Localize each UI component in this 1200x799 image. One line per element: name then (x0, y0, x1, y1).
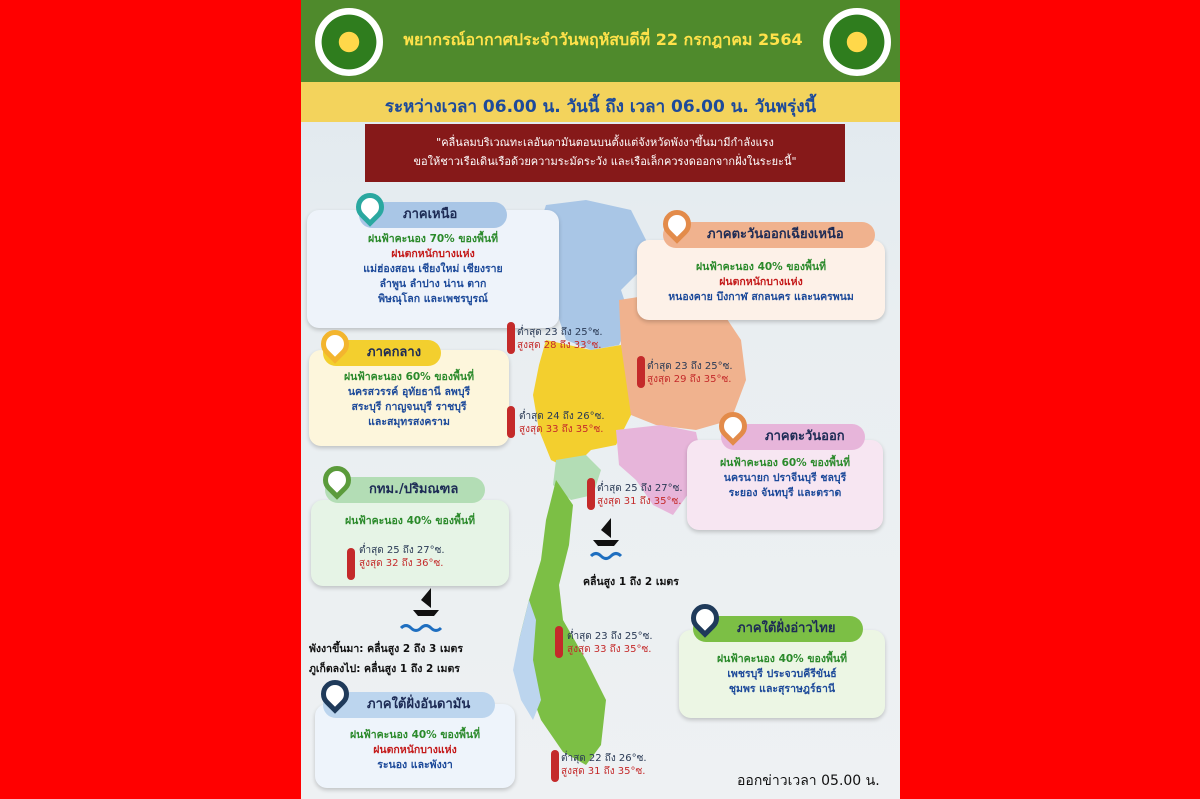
east-callout (687, 440, 883, 530)
warning-line-2: ขอให้ชาวเรือเดินเรือด้วยความระมัดระวัง และเรือเล็กควรงดออกจากฝั่งในระยะนี้" (413, 155, 797, 168)
central-name: ภาคกลาง (367, 345, 422, 360)
northeast-callout (637, 240, 885, 320)
central-places-2: สระบุรี กาญจนบุรี ราชบุรี (351, 401, 467, 413)
central-places-3: และสมุทรสงคราม (368, 416, 450, 428)
bangkok-temp-low: ต่ำสุด 25 ถึง 27°ซ. (359, 545, 445, 556)
east-temp-high: สูงสุด 31 ถึง 35°ซ. (597, 496, 682, 507)
north-temp-low: ต่ำสุด 23 ถึง 25°ซ. (517, 327, 603, 338)
north-heavy: ฝนตกหนักบางแห่ง (391, 248, 475, 260)
wave-icon-gulf (591, 554, 621, 559)
south-andaman-temp-high: สูงสุด 31 ถึง 35°ซ. (561, 766, 646, 777)
south-gulf-name: ภาคใต้ฝั่งอ่าวไทย (737, 621, 836, 636)
northeast-places-1: หนองคาย บึงกาฬ สกลนคร และนครพนม (668, 291, 854, 303)
south-gulf-temp-low: ต่ำสุด 23 ถึง 25°ซ. (567, 631, 653, 642)
south-gulf-callout (679, 630, 885, 718)
bangkok-thermometer-icon (347, 548, 355, 580)
east-thermometer-icon (587, 478, 595, 510)
tmd-seal-right (823, 8, 891, 76)
south-gulf-places-1: เพชรบุรี ประจวบคีรีขันธ์ (727, 668, 837, 680)
northeast-rain: ฝนฟ้าคะนอง 40% ของพื้นที่ (695, 261, 826, 273)
warning-box (365, 124, 845, 182)
andaman-wave-text-1: พังงาขึ้นมา: คลื่นสูง 2 ถึง 3 เมตร (309, 643, 463, 655)
page-subtitle: ระหว่างเวลา 06.00 น. วันนี้ ถึง เวลา 06.00 น. วันพรุ่งนี้ (384, 97, 817, 117)
gulf-wave-text: คลื่นสูง 1 ถึง 2 เมตร (583, 576, 679, 588)
north-places-3: พิษณุโลก และเพชรบูรณ์ (378, 293, 488, 305)
north-name: ภาคเหนือ (403, 207, 458, 222)
bangkok-temp-high: สูงสุด 32 ถึง 36°ซ. (359, 558, 444, 569)
northeast-label (663, 222, 875, 248)
central-temp-low: ต่ำสุด 24 ถึง 26°ซ. (519, 411, 605, 422)
north-temp-high: สูงสุด 28 ถึง 33°ซ. (517, 340, 602, 351)
bangkok-name: กทม./ปริมณฑล (369, 482, 459, 497)
bangkok-temp (359, 544, 445, 570)
bangkok-rain: ฝนฟ้าคะนอง 40% ของพื้นที่ (344, 515, 475, 527)
central-rain: ฝนฟ้าคะนอง 60% ของพื้นที่ (343, 371, 474, 383)
warning-line-1: "คลื่นลมบริเวณทะเลอันดามันตอนบนตั้งแต่จังหวัดพังงาขึ้นมามีกำลังแรง (436, 136, 774, 149)
central-temp (519, 410, 605, 436)
north-rain: ฝนฟ้าคะนอง 70% ของพื้นที่ (367, 233, 498, 245)
north-places-2: ลำพูน ลำปาง น่าน ตาก (379, 278, 487, 290)
south-gulf-places-2: ชุมพร และสุราษฎร์ธานี (728, 683, 836, 695)
east-places-1: นครนายก ปราจีนบุรี ชลบุรี (723, 472, 847, 484)
issue-time: ออกข่าวเวลา 05.00 น. (737, 773, 880, 789)
central-region-shape (533, 340, 631, 470)
page-title: พยากรณ์อากาศประจำวันพฤหัสบดีที่ 22 กรกฎาคม 2564 (403, 30, 803, 49)
boat-icon-andaman (413, 588, 439, 616)
northeast-temp-high: สูงสุด 29 ถึง 35°ซ. (647, 374, 732, 385)
north-places-1: แม่ฮ่องสอน เชียงใหม่ เชียงราย (363, 263, 503, 275)
wave-icon-andaman (401, 626, 441, 631)
andaman-wave-text-2: ภูเก็ตลงไป: คลื่นสูง 1 ถึง 2 เมตร (309, 663, 460, 675)
south-andaman-temp (561, 752, 647, 778)
south-gulf-thermometer-icon (555, 626, 563, 658)
east-rain: ฝนฟ้าคะนอง 60% ของพื้นที่ (719, 457, 850, 469)
south-andaman-thermometer-icon (551, 750, 559, 782)
south-gulf-temp-high: สูงสุด 33 ถึง 35°ซ. (567, 644, 652, 655)
east-temp-low: ต่ำสุด 25 ถึง 27°ซ. (597, 483, 683, 494)
northeast-name: ภาคตะวันออกเฉียงเหนือ (707, 227, 844, 242)
south-andaman-name: ภาคใต้ฝั่งอันดามัน (367, 697, 471, 712)
south-gulf-temp (567, 630, 653, 656)
tmd-seal-left (315, 8, 383, 76)
northeast-thermometer-icon (637, 356, 645, 388)
central-temp-high: สูงสุด 33 ถึง 35°ซ. (519, 424, 604, 435)
south-andaman-heavy: ฝนตกหนักบางแห่ง (373, 744, 457, 756)
south-gulf-rain: ฝนฟ้าคะนอง 40% ของพื้นที่ (716, 653, 847, 665)
north-temp (517, 326, 603, 352)
east-temp (597, 482, 683, 508)
boat-icon-gulf (593, 518, 619, 546)
east-name: ภาคตะวันออก (765, 429, 845, 444)
south-andaman-rain: ฝนฟ้าคะนอง 40% ของพื้นที่ (349, 729, 480, 741)
forecast-poster (301, 0, 900, 799)
bangkok-callout (311, 500, 509, 586)
central-thermometer-icon (507, 406, 515, 438)
south-andaman-places-1: ระนอง และพังงา (377, 759, 453, 771)
east-places-2: ระยอง จันทบุรี และตราด (728, 487, 842, 499)
north-thermometer-icon (507, 322, 515, 354)
northeast-heavy: ฝนตกหนักบางแห่ง (719, 276, 803, 288)
central-places-1: นครสวรรค์ อุทัยธานี ลพบุรี (347, 386, 471, 398)
northeast-temp (647, 360, 733, 386)
south-andaman-temp-low: ต่ำสุด 22 ถึง 26°ซ. (561, 753, 647, 764)
northeast-temp-low: ต่ำสุด 23 ถึง 25°ซ. (647, 361, 733, 372)
